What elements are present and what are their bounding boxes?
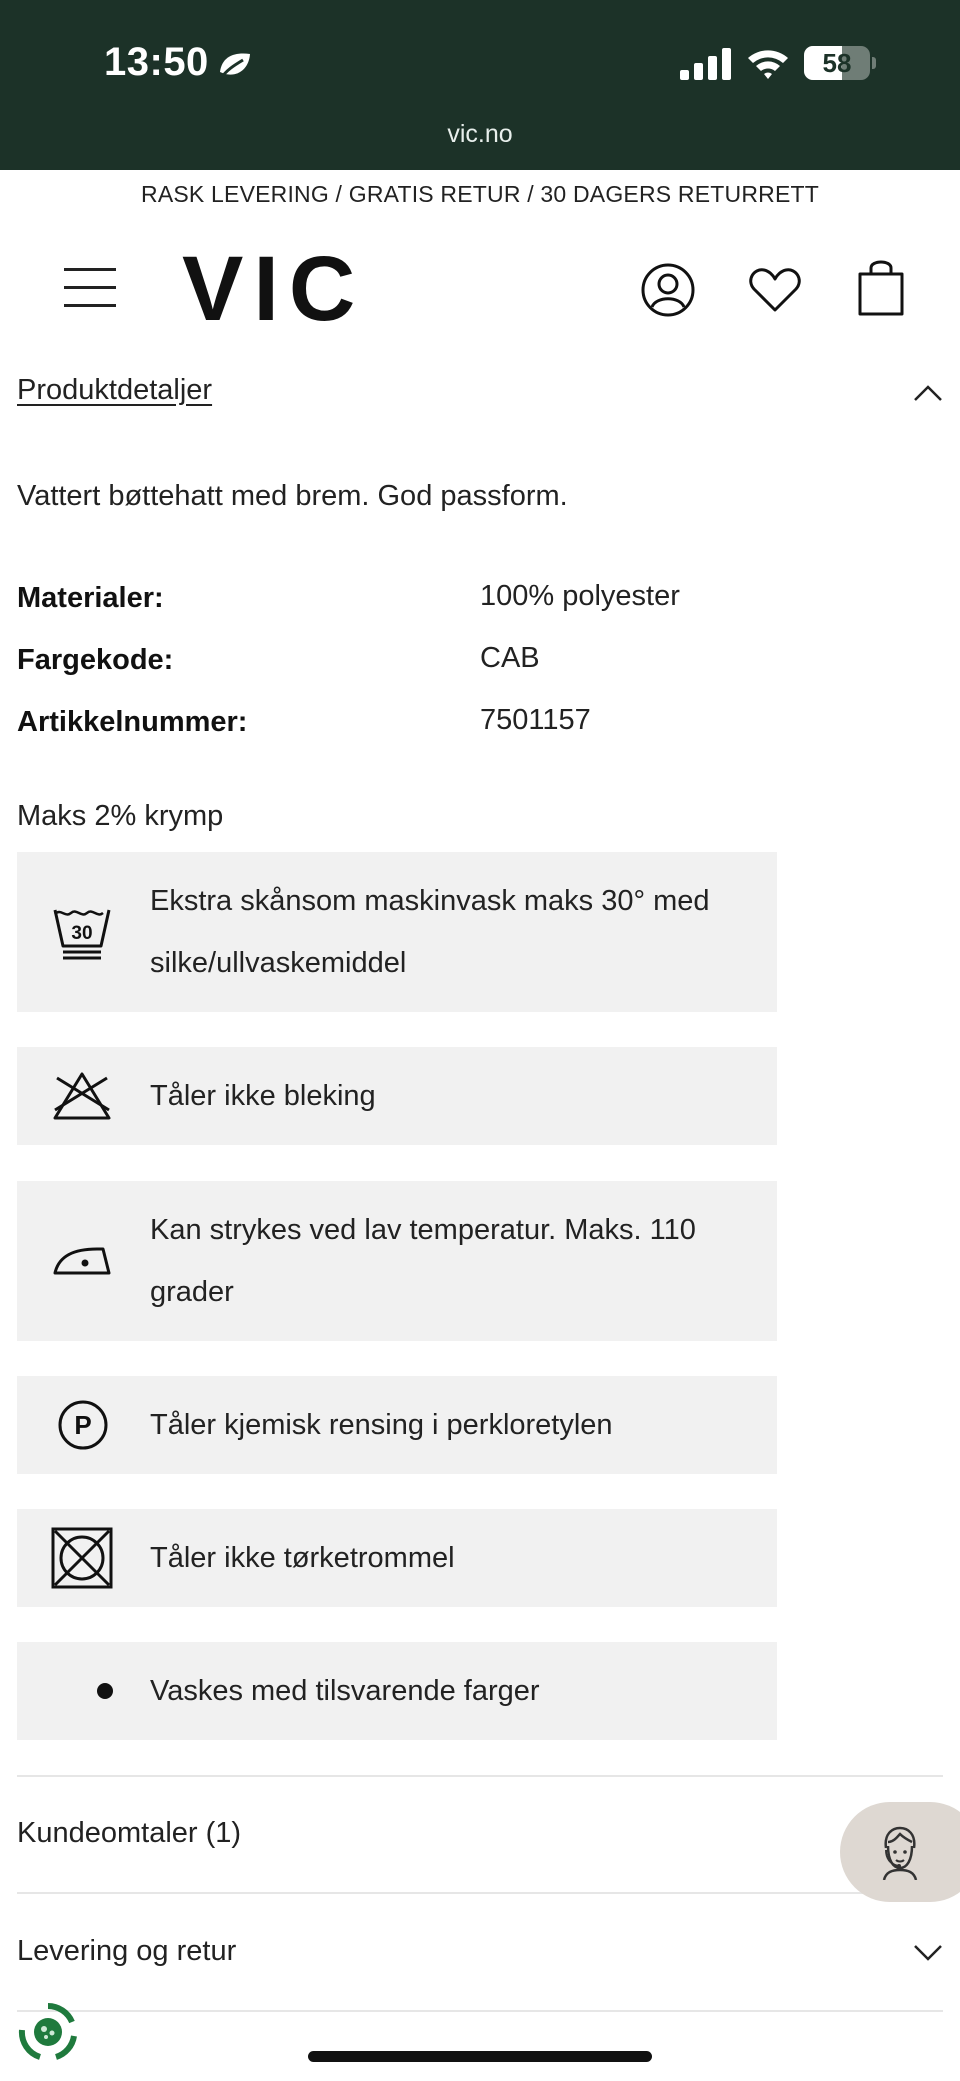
home-indicator[interactable] [308,2051,652,2062]
status-bar [0,0,960,170]
care-item [17,1509,777,1607]
vic-logo[interactable] [182,252,382,324]
bullet-icon [95,1681,115,1701]
dry-clean-p-icon [57,1399,109,1451]
spec-label-materials: Materialer: [17,582,164,614]
hamburger-menu-icon[interactable] [64,266,118,310]
status-time: 13:50 [104,40,209,84]
user-account-icon[interactable] [640,262,696,318]
divider [17,1892,943,1894]
wash-30-icon [51,904,113,960]
divider [17,1775,943,1777]
wifi-icon [746,46,790,80]
care-text: Tåler ikke bleking [150,1080,376,1112]
care-item [17,1047,777,1145]
promo-banner: RASK LEVERING / GRATIS RETUR / 30 DAGERS RETURRETT [141,181,819,207]
customer-service-agent-icon [876,1824,924,1880]
spec-value-article-number: 7501157 [480,704,591,736]
svg-text:P: P [74,1410,92,1440]
care-text: Ekstra skånsom maskinvask maks 30° med silke/ullvaskemiddel [150,885,710,979]
eco-recycle-icon[interactable] [16,2000,80,2064]
care-item [17,1181,777,1341]
svg-text:30: 30 [71,923,93,944]
care-item [17,852,777,1012]
chevron-down-icon[interactable] [913,1944,943,1962]
accordion-reviews[interactable]: Kundeomtaler (1) [17,1817,242,1849]
shopping-bag-icon[interactable] [856,256,906,318]
no-bleach-icon [51,1070,113,1122]
spec-value-color-code: CAB [480,642,540,674]
divider [17,2010,943,2012]
care-text: Tåler kjemisk rensing i perkloretylen [150,1409,613,1441]
spec-label-color-code: Fargekode: [17,644,174,676]
product-description: Vattert bøttehatt med brem. God passform. [17,480,568,512]
shrink-info: Maks 2% krymp [17,800,224,832]
browser-url[interactable]: vic.no [447,120,513,148]
product-details-toggle[interactable]: Produktdetaljer [17,374,213,406]
svg-text:VIC: VIC [182,252,366,324]
iron-low-icon [51,1241,113,1281]
chat-support-button[interactable] [840,1802,960,1902]
spec-label-article-number: Artikkelnummer: [17,706,248,738]
accordion-delivery-returns[interactable]: Levering og retur [17,1935,237,1967]
leaf-icon [217,50,253,80]
chevron-up-icon[interactable] [913,384,943,402]
heart-icon[interactable] [748,266,802,314]
no-tumble-dry-icon [51,1527,113,1589]
battery-percent: 58 [822,48,852,78]
care-item [17,1376,777,1474]
spec-value-materials: 100% polyester [480,580,680,612]
signal-icon [680,48,732,80]
battery-indicator [804,46,876,80]
care-item [17,1642,777,1740]
care-text: Tåler ikke tørketrommel [150,1542,455,1574]
care-text: Vaskes med tilsvarende farger [150,1675,540,1707]
care-text: Kan strykes ved lav temperatur. Maks. 110 grader [150,1214,696,1308]
